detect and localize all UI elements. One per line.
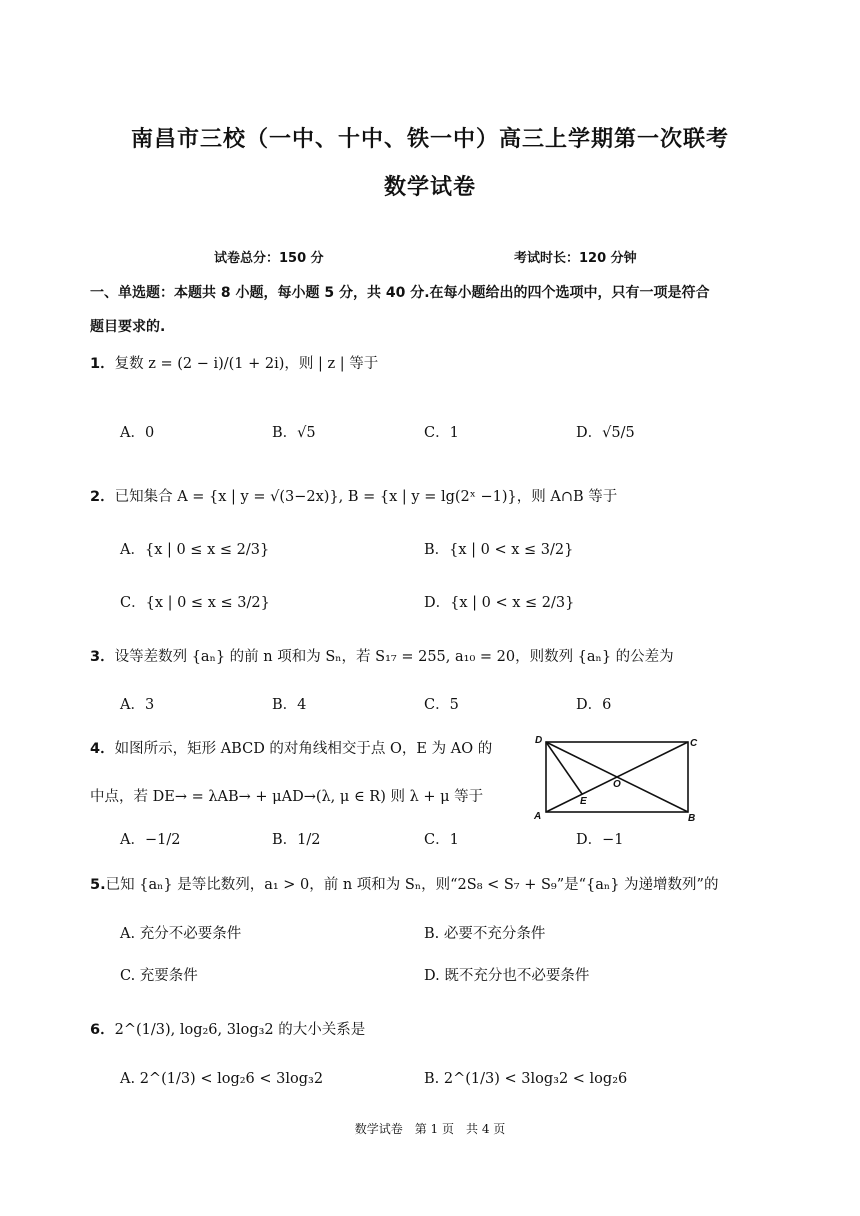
- label-e: E: [580, 796, 587, 807]
- question-number: 3．: [90, 649, 115, 665]
- q4-option-a: A．−1/2: [120, 832, 181, 848]
- q3-option-b: B．4: [272, 697, 307, 713]
- rectangle-figure: [530, 730, 705, 825]
- question-1: [90, 352, 378, 373]
- question-4-line1: [90, 737, 492, 758]
- page-footer: 数学试卷 第 1 页 共 4 页: [354, 1122, 506, 1136]
- q3-option-c: C．5: [424, 697, 459, 713]
- question-text: 设等差数列 {aₙ} 的前 n 项和为 Sₙ，若 S₁₇ = 255, a₁₀ = 20，则数列 {aₙ} 的公差为: [114, 649, 674, 665]
- q2-option-a: A．{x | 0 ≤ x ≤ 2/3}: [120, 542, 270, 558]
- exam-subtitle: 数学试卷: [383, 175, 476, 200]
- label-d: D: [535, 735, 543, 746]
- section-intro-line2: 题目要求的.: [90, 319, 166, 335]
- q1-option-c: C．1: [424, 425, 459, 441]
- question-text: 如图所示，矩形 ABCD 的对角线相交于点 O，E 为 AO 的: [114, 741, 493, 757]
- q5-option-c: C. 充要条件: [120, 968, 198, 984]
- q4-option-c: C．1: [424, 832, 459, 848]
- q1-option-b: B．√5: [272, 425, 316, 441]
- q3-option-d: D．6: [576, 697, 612, 713]
- q1-option-a: A．0: [120, 425, 155, 441]
- question-text: 已知集合 A = {x | y = √(3−2x)}, B = {x | y = lg(2ˣ −1)}，则 A∩B 等于: [114, 489, 618, 505]
- question-6: [90, 1018, 365, 1039]
- question-4-line2: 中点，若 DE→ = λAB→ + μAD→(λ, μ ∈ R) 则 λ + μ 等于: [90, 789, 484, 805]
- question-3: [90, 645, 674, 666]
- q5-option-a: A. 充分不必要条件: [120, 926, 242, 942]
- q6-option-a: A. 2^(1/3) < log₂6 < 3log₃2: [120, 1071, 324, 1087]
- exam-duration: 考试时长：120 分钟: [514, 251, 637, 266]
- q2-option-b: B．{x | 0 < x ≤ 3/2}: [424, 542, 574, 558]
- label-a: A: [534, 811, 542, 822]
- question-number: 2．: [90, 489, 115, 505]
- question-text: 2^(1/3), log₂6, 3log₃2 的大小关系是: [114, 1022, 366, 1038]
- q4-option-d: D．−1: [576, 832, 624, 848]
- label-o: O: [613, 779, 621, 790]
- q5-option-d: D. 既不充分也不必要条件: [424, 968, 590, 984]
- q4-option-b: B．1/2: [272, 832, 321, 848]
- q2-option-d: D．{x | 0 < x ≤ 2/3}: [424, 595, 575, 611]
- question-number: 4．: [90, 741, 115, 757]
- q2-option-c: C．{x | 0 ≤ x ≤ 3/2}: [120, 595, 270, 611]
- q6-option-b: B. 2^(1/3) < 3log₃2 < log₂6: [424, 1071, 628, 1087]
- question-number: 1．: [90, 356, 115, 372]
- question-5: [90, 873, 718, 894]
- question-text: 复数 z = (2 − i)/(1 + 2i)，则 | z | 等于: [114, 356, 379, 372]
- label-c: C: [690, 738, 698, 749]
- question-text: 已知 {aₙ} 是等比数列，a₁ > 0，前 n 项和为 Sₙ，则“2S₈ < S₇ + S₉”是“{aₙ} 为递增数列”的: [105, 877, 719, 893]
- label-b: B: [688, 813, 696, 824]
- q3-option-a: A．3: [120, 697, 155, 713]
- question-2: [90, 485, 617, 506]
- question-number: 5.: [90, 877, 106, 893]
- q1-option-d: D．√5/5: [576, 425, 635, 441]
- exam-title: 南昌市三校（一中、十中、铁一中）高三上学期第一次联考: [130, 127, 729, 152]
- section-intro-line1: 一、单选题：本题共 8 小题，每小题 5 分，共 40 分.在每小题给出的四个选项中，只有一项是符合: [90, 285, 710, 301]
- q5-option-b: B. 必要不充分条件: [424, 926, 546, 942]
- total-score: 试卷总分：150 分: [214, 251, 324, 266]
- segment-de: [546, 742, 582, 794]
- question-number: 6．: [90, 1022, 115, 1038]
